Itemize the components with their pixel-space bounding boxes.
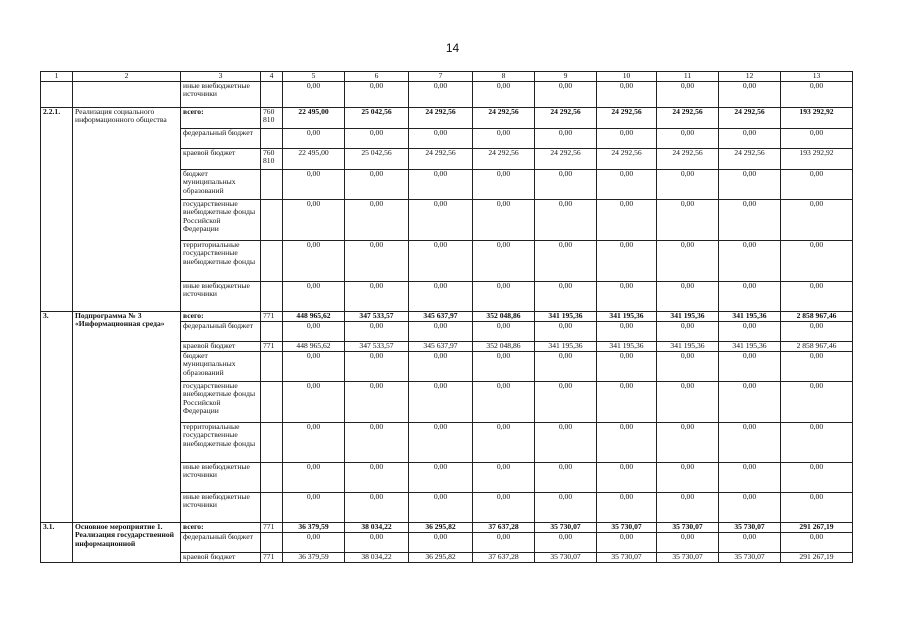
source-cell: бюджет муниципальных образований [181, 352, 261, 382]
code-cell: 760 810 [261, 149, 283, 170]
value-cell: 0,00 [473, 129, 535, 149]
value-cell: 0,00 [409, 129, 473, 149]
value-cell: 0,00 [345, 282, 409, 312]
value-cell: 0,00 [657, 352, 719, 382]
source-cell: федеральный бюджет [181, 322, 261, 342]
value-cell: 36 379,59 [283, 523, 345, 533]
value-cell: 0,00 [283, 423, 345, 463]
source-cell: бюджет муниципальных образований [181, 170, 261, 200]
source-cell: государственные внебюджетные фонды Российской Федерации [181, 200, 261, 241]
value-cell: 0,00 [719, 129, 781, 149]
table-row [41, 82, 853, 108]
value-cell: 0,00 [409, 423, 473, 463]
value-cell: 0,00 [719, 493, 781, 523]
code-cell: 771 [261, 553, 283, 563]
header-cell: 9 [535, 72, 597, 82]
value-cell: 38 034,22 [345, 553, 409, 563]
value-cell: 24 292,56 [535, 108, 597, 129]
value-cell: 0,00 [719, 533, 781, 553]
code-cell [261, 170, 283, 200]
value-cell: 0,00 [781, 82, 853, 108]
value-cell: 0,00 [535, 200, 597, 241]
value-cell: 352 048,86 [473, 312, 535, 322]
value-cell: 0,00 [409, 533, 473, 553]
value-cell: 0,00 [657, 82, 719, 108]
value-cell: 0,00 [781, 463, 853, 493]
value-cell: 0,00 [657, 423, 719, 463]
value-cell: 0,00 [409, 382, 473, 423]
source-cell: краевой бюджет [181, 342, 261, 352]
source-cell: краевой бюджет [181, 149, 261, 170]
value-cell: 38 034,22 [345, 523, 409, 533]
value-cell: 341 195,36 [535, 342, 597, 352]
source-cell: иные внебюджетные источники [181, 282, 261, 312]
value-cell: 0,00 [535, 382, 597, 423]
value-cell: 0,00 [345, 533, 409, 553]
value-cell: 341 195,36 [657, 342, 719, 352]
value-cell: 0,00 [345, 463, 409, 493]
value-cell: 0,00 [283, 129, 345, 149]
header-cell: 4 [261, 72, 283, 82]
value-cell: 36 295,82 [409, 523, 473, 533]
row-number-cell [41, 82, 73, 108]
code-cell [261, 200, 283, 241]
item-name-cell [73, 82, 181, 108]
value-cell: 0,00 [283, 170, 345, 200]
value-cell: 0,00 [719, 200, 781, 241]
code-cell [261, 533, 283, 553]
value-cell: 35 730,07 [597, 523, 657, 533]
value-cell: 0,00 [781, 241, 853, 282]
value-cell: 24 292,56 [597, 108, 657, 129]
value-cell: 0,00 [409, 241, 473, 282]
value-cell: 0,00 [345, 493, 409, 523]
value-cell: 0,00 [473, 423, 535, 463]
value-cell: 0,00 [409, 322, 473, 342]
source-cell: иные внебюджетные источники [181, 82, 261, 108]
value-cell: 0,00 [781, 200, 853, 241]
header-cell: 8 [473, 72, 535, 82]
item-name-cell: Подпрограмма № 3 «Информационная среда» [73, 312, 181, 523]
value-cell: 341 195,36 [535, 312, 597, 322]
code-cell [261, 82, 283, 108]
value-cell: 24 292,56 [597, 149, 657, 170]
value-cell: 0,00 [535, 322, 597, 342]
value-cell: 0,00 [597, 170, 657, 200]
value-cell: 0,00 [597, 382, 657, 423]
value-cell: 0,00 [473, 322, 535, 342]
code-cell: 771 [261, 523, 283, 533]
value-cell: 291 267,19 [781, 523, 853, 533]
source-cell: краевой бюджет [181, 553, 261, 563]
value-cell: 0,00 [781, 423, 853, 463]
value-cell: 25 042,56 [345, 108, 409, 129]
value-cell: 0,00 [781, 282, 853, 312]
value-cell: 193 292,92 [781, 108, 853, 129]
value-cell: 0,00 [657, 533, 719, 553]
value-cell: 0,00 [409, 170, 473, 200]
value-cell: 2 858 967,46 [781, 312, 853, 322]
value-cell: 0,00 [657, 282, 719, 312]
value-cell: 24 292,56 [473, 108, 535, 129]
header-cell: 11 [657, 72, 719, 82]
header-cell: 10 [597, 72, 657, 82]
value-cell: 0,00 [781, 382, 853, 423]
value-cell: 0,00 [535, 352, 597, 382]
value-cell: 35 730,07 [719, 553, 781, 563]
value-cell: 0,00 [283, 493, 345, 523]
value-cell: 0,00 [657, 241, 719, 282]
value-cell: 25 042,56 [345, 149, 409, 170]
value-cell: 0,00 [781, 322, 853, 342]
item-name-cell: Основное мероприятие 1. Реализация государственной информационной [73, 523, 181, 563]
source-cell: иные внебюджетные источники [181, 463, 261, 493]
code-cell [261, 241, 283, 282]
value-cell: 0,00 [535, 423, 597, 463]
value-cell: 22 495,00 [283, 149, 345, 170]
header-cell: 1 [41, 72, 73, 82]
code-cell [261, 493, 283, 523]
value-cell: 0,00 [283, 200, 345, 241]
page-number: 14 [445, 41, 460, 55]
value-cell: 347 533,57 [345, 342, 409, 352]
code-cell: 760 810 [261, 108, 283, 129]
code-cell: 771 [261, 312, 283, 322]
value-cell: 341 195,36 [719, 312, 781, 322]
value-cell: 345 637,97 [409, 312, 473, 322]
value-cell: 37 637,28 [473, 523, 535, 533]
row-number-cell: 3.1. [41, 523, 73, 563]
value-cell: 0,00 [283, 282, 345, 312]
source-cell: государственные внебюджетные фонды Российской Федерации [181, 382, 261, 423]
value-cell: 0,00 [597, 463, 657, 493]
value-cell: 0,00 [719, 82, 781, 108]
source-cell: всего: [181, 312, 261, 322]
value-cell: 0,00 [597, 241, 657, 282]
value-cell: 0,00 [345, 200, 409, 241]
value-cell: 0,00 [283, 352, 345, 382]
value-cell: 0,00 [473, 382, 535, 423]
value-cell: 0,00 [719, 463, 781, 493]
value-cell: 345 637,97 [409, 342, 473, 352]
value-cell: 0,00 [409, 82, 473, 108]
source-cell: федеральный бюджет [181, 129, 261, 149]
source-cell: территориальные государственные внебюджетные фонды [181, 241, 261, 282]
source-cell: всего: [181, 108, 261, 129]
value-cell: 0,00 [657, 463, 719, 493]
value-cell: 0,00 [473, 82, 535, 108]
value-cell: 35 730,07 [597, 553, 657, 563]
value-cell: 24 292,56 [719, 149, 781, 170]
table-row [41, 108, 853, 129]
value-cell: 0,00 [535, 533, 597, 553]
value-cell: 0,00 [657, 170, 719, 200]
value-cell: 0,00 [657, 200, 719, 241]
value-cell: 0,00 [345, 129, 409, 149]
code-cell [261, 382, 283, 423]
code-cell: 771 [261, 342, 283, 352]
value-cell: 0,00 [283, 533, 345, 553]
value-cell: 0,00 [345, 322, 409, 342]
value-cell: 0,00 [535, 282, 597, 312]
value-cell: 36 295,82 [409, 553, 473, 563]
value-cell: 0,00 [345, 82, 409, 108]
value-cell: 24 292,56 [473, 149, 535, 170]
value-cell: 0,00 [597, 352, 657, 382]
value-cell: 0,00 [719, 282, 781, 312]
value-cell: 0,00 [473, 200, 535, 241]
header-cell: 12 [719, 72, 781, 82]
value-cell: 24 292,56 [657, 149, 719, 170]
budget-table [40, 71, 853, 563]
header-cell: 2 [73, 72, 181, 82]
value-cell: 0,00 [535, 463, 597, 493]
value-cell: 0,00 [535, 82, 597, 108]
value-cell: 0,00 [473, 493, 535, 523]
value-cell: 448 965,62 [283, 342, 345, 352]
value-cell: 0,00 [409, 200, 473, 241]
value-cell: 0,00 [409, 463, 473, 493]
header-cell: 6 [345, 72, 409, 82]
value-cell: 0,00 [473, 170, 535, 200]
value-cell: 0,00 [597, 129, 657, 149]
value-cell: 0,00 [535, 129, 597, 149]
value-cell: 0,00 [473, 241, 535, 282]
header-cell: 13 [781, 72, 853, 82]
value-cell: 24 292,56 [535, 149, 597, 170]
value-cell: 0,00 [597, 493, 657, 523]
value-cell: 0,00 [473, 533, 535, 553]
value-cell: 0,00 [657, 493, 719, 523]
value-cell: 35 730,07 [657, 553, 719, 563]
value-cell: 2 858 967,46 [781, 342, 853, 352]
table-row [41, 312, 853, 322]
value-cell: 193 292,92 [781, 149, 853, 170]
code-cell [261, 129, 283, 149]
value-cell: 0,00 [657, 382, 719, 423]
value-cell: 0,00 [719, 322, 781, 342]
row-number-cell: 2.2.1. [41, 108, 73, 312]
source-cell: иные внебюджетные источники [181, 493, 261, 523]
value-cell: 24 292,56 [409, 108, 473, 129]
value-cell: 0,00 [345, 423, 409, 463]
value-cell: 0,00 [719, 382, 781, 423]
value-cell: 341 195,36 [657, 312, 719, 322]
header-cell: 3 [181, 72, 261, 82]
table-row [41, 523, 853, 533]
value-cell: 0,00 [781, 533, 853, 553]
code-cell [261, 282, 283, 312]
header-cell: 5 [283, 72, 345, 82]
value-cell: 0,00 [719, 241, 781, 282]
value-cell: 24 292,56 [409, 149, 473, 170]
value-cell: 0,00 [719, 170, 781, 200]
value-cell: 0,00 [719, 423, 781, 463]
value-cell: 0,00 [283, 382, 345, 423]
source-cell: федеральный бюджет [181, 533, 261, 553]
value-cell: 0,00 [535, 170, 597, 200]
header-cell: 7 [409, 72, 473, 82]
code-cell [261, 423, 283, 463]
value-cell: 36 379,59 [283, 553, 345, 563]
source-cell: всего: [181, 523, 261, 533]
value-cell: 0,00 [781, 129, 853, 149]
value-cell: 0,00 [781, 493, 853, 523]
value-cell: 0,00 [657, 129, 719, 149]
value-cell: 0,00 [597, 82, 657, 108]
value-cell: 35 730,07 [657, 523, 719, 533]
value-cell: 0,00 [283, 241, 345, 282]
value-cell: 0,00 [283, 82, 345, 108]
value-cell: 0,00 [719, 352, 781, 382]
value-cell: 0,00 [283, 322, 345, 342]
value-cell: 24 292,56 [719, 108, 781, 129]
value-cell: 347 533,57 [345, 312, 409, 322]
value-cell: 0,00 [597, 282, 657, 312]
code-cell [261, 463, 283, 493]
value-cell: 0,00 [283, 463, 345, 493]
value-cell: 0,00 [781, 352, 853, 382]
value-cell: 22 495,00 [283, 108, 345, 129]
value-cell: 0,00 [597, 533, 657, 553]
value-cell: 35 730,07 [719, 523, 781, 533]
value-cell: 291 267,19 [781, 553, 853, 563]
value-cell: 0,00 [597, 423, 657, 463]
value-cell: 0,00 [473, 463, 535, 493]
value-cell: 352 048,86 [473, 342, 535, 352]
source-cell: территориальные государственные внебюджетные фонды [181, 423, 261, 463]
value-cell: 0,00 [345, 170, 409, 200]
value-cell: 35 730,07 [535, 553, 597, 563]
value-cell: 0,00 [781, 170, 853, 200]
value-cell: 341 195,36 [597, 312, 657, 322]
value-cell: 0,00 [409, 282, 473, 312]
value-cell: 341 195,36 [719, 342, 781, 352]
value-cell: 0,00 [597, 200, 657, 241]
value-cell: 0,00 [597, 322, 657, 342]
value-cell: 0,00 [409, 493, 473, 523]
header-row [41, 72, 853, 82]
value-cell: 0,00 [535, 241, 597, 282]
value-cell: 0,00 [473, 282, 535, 312]
value-cell: 341 195,36 [597, 342, 657, 352]
code-cell [261, 322, 283, 342]
value-cell: 0,00 [345, 382, 409, 423]
code-cell [261, 352, 283, 382]
value-cell: 0,00 [345, 241, 409, 282]
value-cell: 0,00 [535, 493, 597, 523]
value-cell: 37 637,28 [473, 553, 535, 563]
value-cell: 0,00 [657, 322, 719, 342]
value-cell: 0,00 [473, 352, 535, 382]
value-cell: 24 292,56 [657, 108, 719, 129]
row-number-cell: 3. [41, 312, 73, 523]
value-cell: 35 730,07 [535, 523, 597, 533]
item-name-cell: Реализация социального информационного общества [73, 108, 181, 312]
value-cell: 0,00 [345, 352, 409, 382]
value-cell: 448 965,62 [283, 312, 345, 322]
value-cell: 0,00 [409, 352, 473, 382]
